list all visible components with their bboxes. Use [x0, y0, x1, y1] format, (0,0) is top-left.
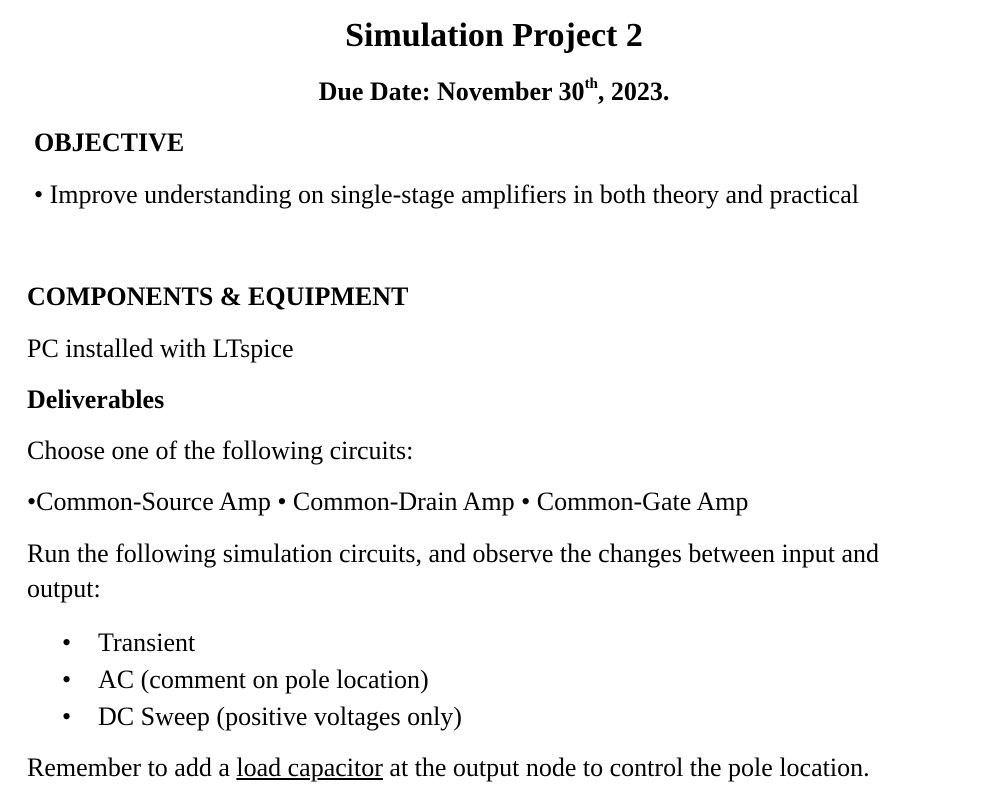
- components-text: PC installed with LTspice: [27, 334, 294, 363]
- load-capacitor-underlined: load capacitor: [236, 753, 383, 782]
- list-item-text: DC Sweep (positive voltages only): [98, 702, 462, 731]
- run-simulation-text-line1: Run the following simulation circuits, and observe the changes between input and: [27, 539, 880, 568]
- list-item-text: AC (comment on pole location): [98, 665, 429, 694]
- choose-circuit-text: Choose one of the following circuits:: [27, 436, 414, 465]
- due-date-superscript: th: [584, 76, 598, 93]
- objective-heading: OBJECTIVE: [34, 128, 185, 157]
- remember-text: [27, 752, 870, 784]
- due-date-suffix: , 2023.: [597, 77, 670, 106]
- circuit-options-text: •Common-Source Amp • Common-Drain Amp • Common-Gate Amp: [27, 487, 749, 516]
- list-item-text: Transient: [98, 628, 196, 657]
- bullet-icon: •: [62, 628, 72, 657]
- bullet-icon: •: [62, 702, 72, 731]
- deliverables-heading: Deliverables: [27, 385, 165, 414]
- page-title: Simulation Project 2: [345, 17, 643, 54]
- bullet-icon: •: [62, 665, 72, 694]
- due-date-prefix: Due Date: November 30: [318, 77, 585, 106]
- objective-bullet: • Improve understanding on single-stage amplifiers in both theory and practical: [34, 180, 859, 209]
- components-heading: COMPONENTS & EQUIPMENT: [27, 282, 409, 311]
- due-date: [0, 76, 988, 108]
- remember-prefix: Remember to add a: [27, 753, 237, 782]
- remember-suffix: at the output node to control the pole location.: [382, 753, 870, 782]
- run-simulation-text-line2: output:: [27, 574, 101, 603]
